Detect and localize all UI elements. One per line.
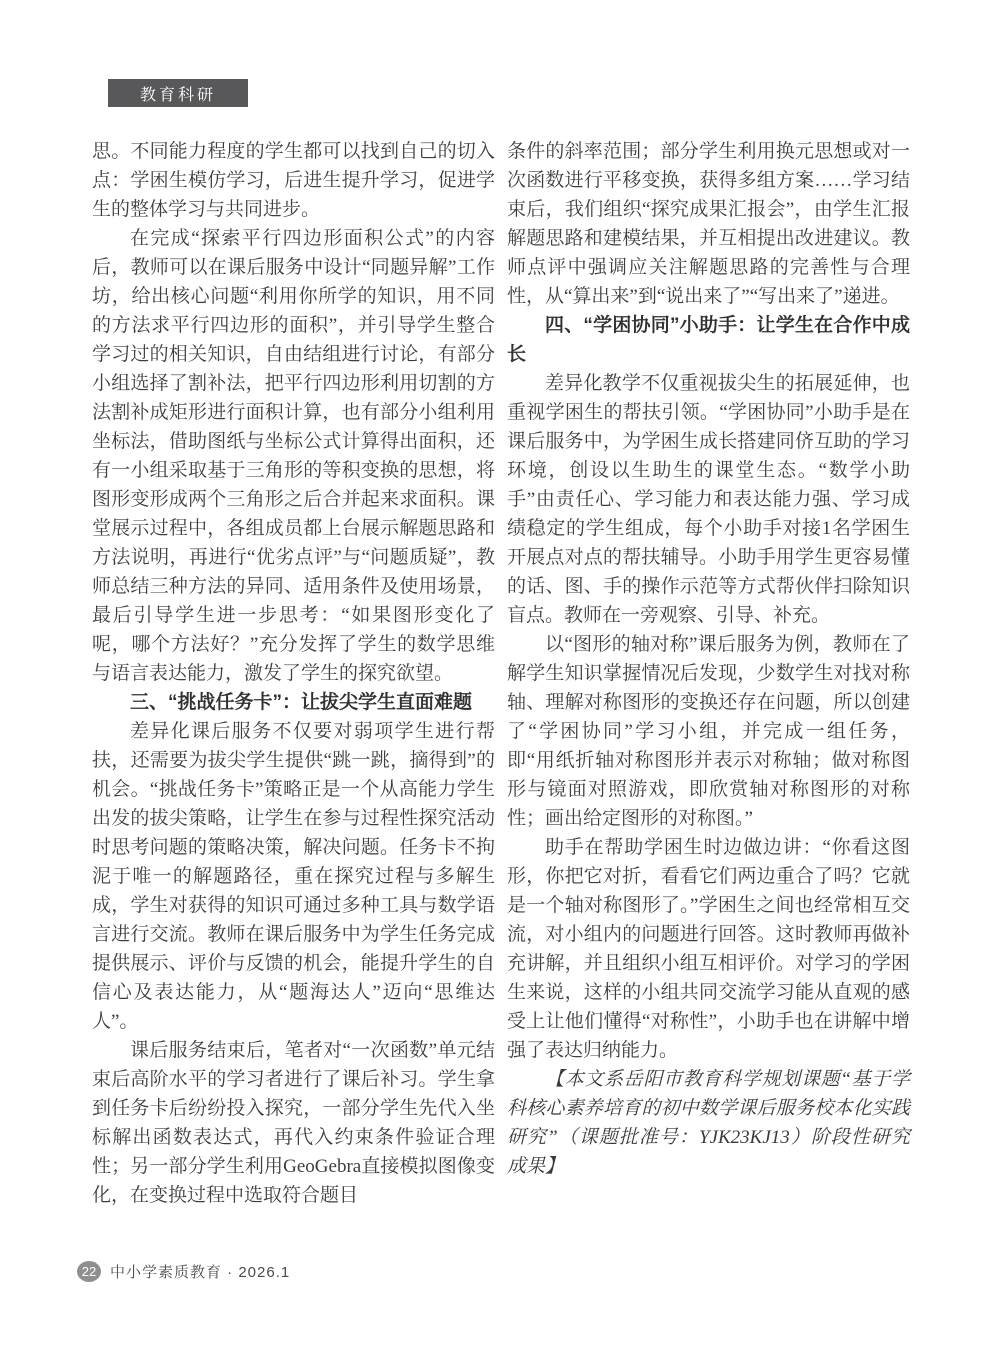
journal-name: 中小学素质教育 · 2026.1 — [110, 1264, 291, 1281]
paragraph: 助手在帮助学困生时边做边讲：“你看这图形，你把它对折，看看它们两边重合了吗？它就是一个轴对称图形了。”学困生之间也经常相互交流，对小组内的问题进行回答。这时教师再做补充讲解，并且组织小组互相评价。对学习的学困生来说，这样的小组共同交流学习能从直观的感受上让他们懂得“对称性”，小助手也在讲解中增强了表达归纳能力。 — [507, 837, 910, 1061]
right-column — [507, 137, 910, 1210]
paragraph: 差异化课后服务不仅要对弱项学生进行帮扶，还需要为拔尖学生提供“跳一跳，摘得到”的机会。“挑战任务卡”策略正是一个从高能力学生出发的拔尖策略，让学生在参与过程性探究活动时思考问题的策略决策，解决问题。任务卡不拘泥于唯一的解题路径，重在探究过程与多解生成，学生对获得的知识可通过多种工具与数学语言进行交流。教师在课后服务中为学生任务完成提供展示、评价与反馈的机会，能提升学生的自信心及表达能力，从“题海达人”迈向“思维达人”。 — [92, 721, 495, 1032]
funding-note: 【本文系岳阳市教育科学规划课题“基于学科核心素养培育的初中数学课后服务校本化实践研究”（课题批准号：YJK23KJ13）阶段性研究成果】 — [507, 1069, 910, 1177]
paragraph: 差异化教学不仅重视拔尖生的拓展延伸，也重视学困生的帮扶引领。“学困协同”小助手是在课后服务中，为学困生成长搭建同侪互助的学习环境，创设以生助生的课堂生态。“数学小助手”由责任心、学习能力和表达能力强、学习成绩稳定的学生组成，每个小助手对接1名学困生开展点对点的帮扶辅导。小助手用学生更容易懂的话、图、手的操作示范等方式帮伙伴扫除知识盲点。教师在一旁观察、引导、补充。 — [507, 373, 910, 626]
paragraph: 课后服务结束后，笔者对“一次函数”单元结束后高阶水平的学习者进行了课后补习。学生拿到任务卡后纷纷投入探究，一部分学生先代入坐标解出函数表达式，再代入约束条件验证合理性；另一部分学生利用GeoGebra直接模拟图像变化，在变换过程中选取符合题目 — [92, 1040, 495, 1206]
section-heading-3: 三、“挑战任务卡”：让拔尖学生直面难题 — [130, 692, 473, 713]
left-column — [92, 137, 495, 1210]
paragraph-continuation: 条件的斜率范围；部分学生利用换元思想或对一次函数进行平移变换，获得多组方案……学习结束后，我们组织“探究成果汇报会”，由学生汇报解题思路和建模结果，并互相提出改进建议。教师点评中强调应关注解题思路的完善性与合理性，从“算出来”到“说出来了”“写出来了”递进。 — [507, 141, 910, 307]
section-heading-4: 四、“学困协同”小助手：让学生在合作中成长 — [507, 315, 910, 365]
page-number-badge: 22 — [77, 1261, 101, 1282]
paragraph: 在完成“探索平行四边形面积公式”的内容后，教师可以在课后服务中设计“同题异解”工作坊，给出核心问题“利用你所学的知识，用不同的方法求平行四边形的面积”，并引导学生整合学习过的相关知识，自由结组进行讨论，有部分小组选择了割补法，把平行四边形利用切割的方法割补成矩形进行面积计算，也有部分小组利用坐标法，借助图纸与坐标公式计算得出面积，还有一小组采取基于三角形的等积变换的思想，将图形变形成两个三角形之后合并起来求面积。课堂展示过程中，各组成员都上台展示解题思路和方法说明，再进行“优劣点评”与“问题质疑”，教师总结三种方法的异同、适用条件及使用场景，最后引导学生进一步思考：“如果图形变化了呢，哪个方法好？”充分发挥了学生的数学思维与语言表达能力，激发了学生的探究欲望。 — [92, 228, 495, 684]
paragraph-continuation: 思。不同能力程度的学生都可以找到自己的切入点：学困生模仿学习，后进生提升学习，促进学生的整体学习与共同进步。 — [92, 141, 495, 220]
section-badge: 教育科研 — [108, 79, 248, 107]
paragraph: 以“图形的轴对称”课后服务为例，教师在了解学生知识掌握情况后发现，少数学生对找对称轴、理解对称图形的变换还存在问题，所以创建了“学困协同”学习小组，并完成一组任务，即“用纸折轴对称图形并表示对称轴；做对称图形与镜面对照游戏，即欣赏轴对称图形的对称性；画出给定图形的对称图。” — [507, 634, 910, 829]
article-columns — [92, 137, 910, 1210]
page-footer — [77, 1261, 290, 1282]
